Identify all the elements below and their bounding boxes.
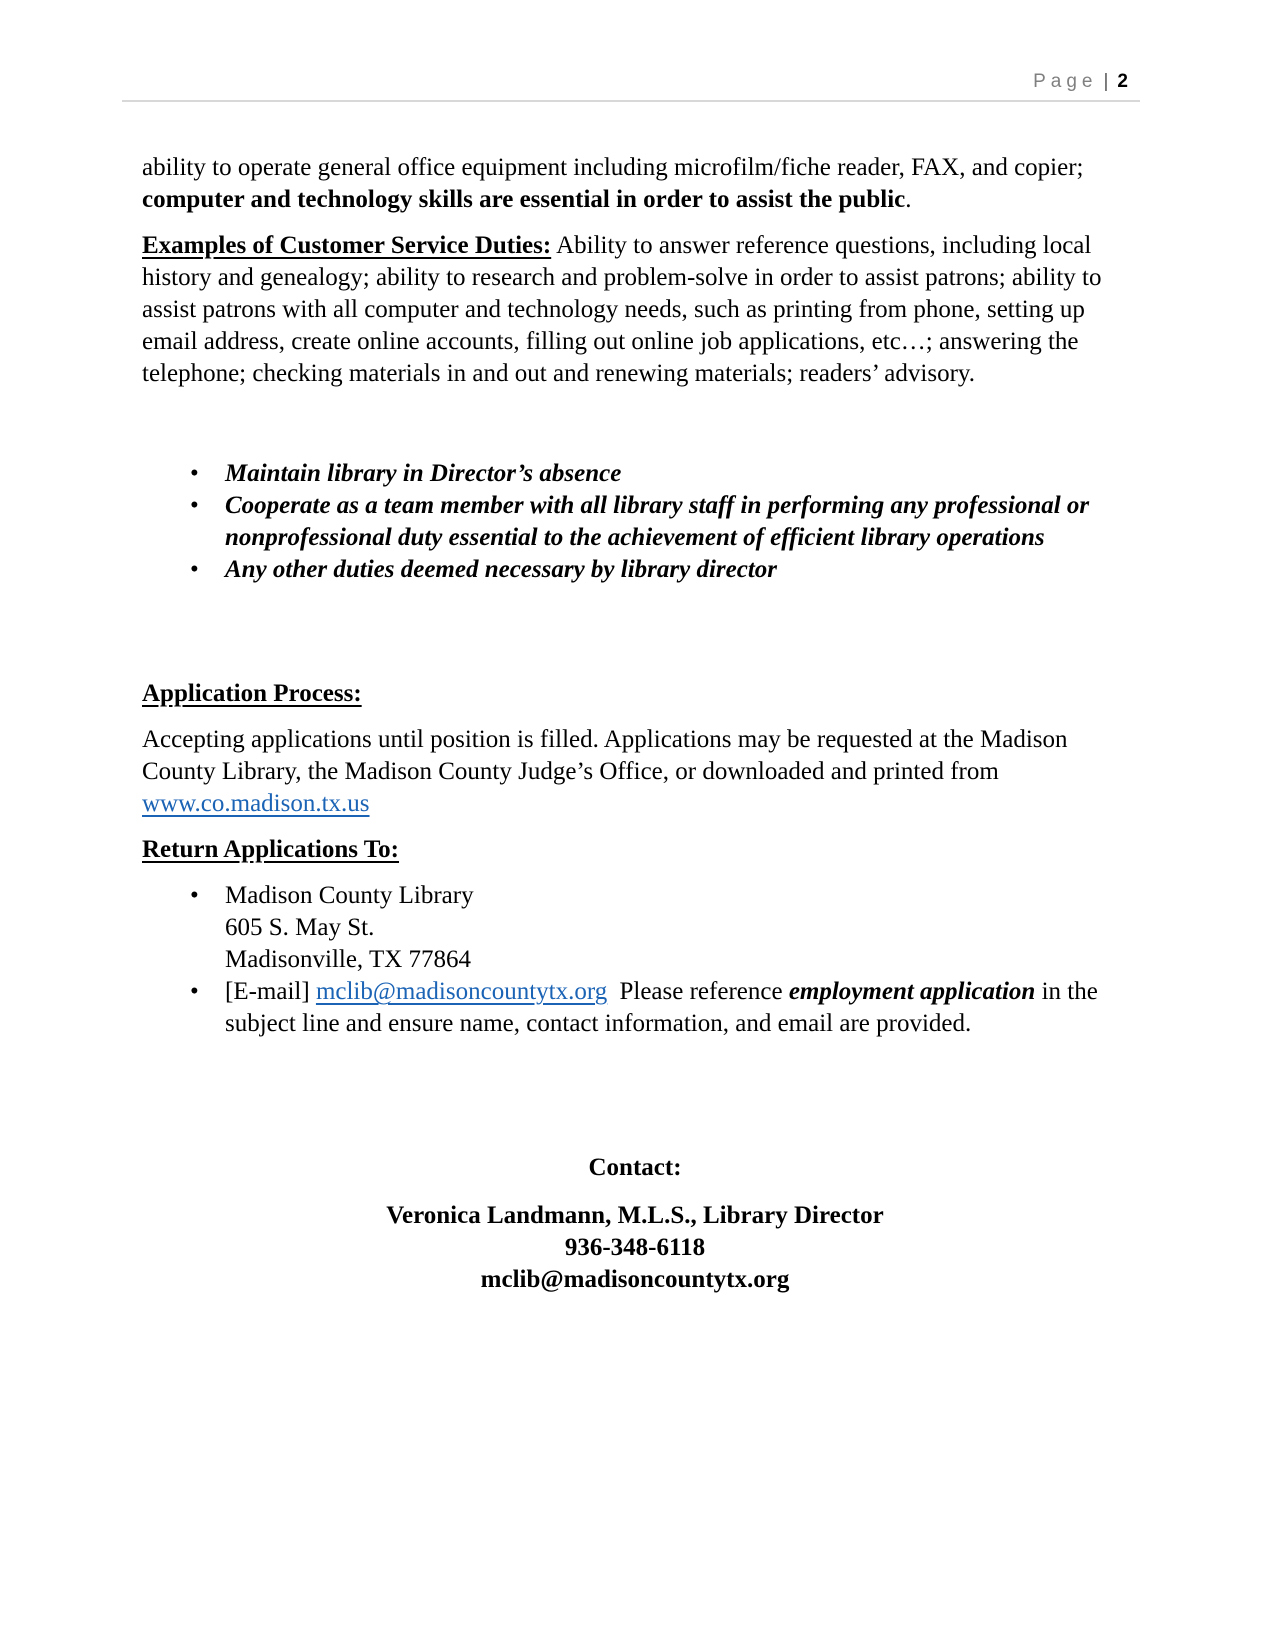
return-applications-heading-row xyxy=(142,834,1128,866)
application-process-heading: Application Process: xyxy=(142,680,362,707)
duties-list xyxy=(142,458,1128,586)
email-instructions-suffix: in the subject line and ensure name, contact information, and email are provided. xyxy=(225,978,1098,1037)
application-process-paragraph xyxy=(142,724,1128,820)
contact-section xyxy=(142,1152,1128,1296)
bullet-icon: • xyxy=(190,460,199,487)
page-label: Page xyxy=(1033,71,1098,92)
email-instructions xyxy=(225,976,1128,1040)
address-line-3: Madisonville, TX 77864 xyxy=(225,946,472,973)
contact-email: mclib@madisoncountytx.org xyxy=(480,1266,790,1293)
list-item xyxy=(190,490,1128,554)
equipment-period: . xyxy=(905,186,912,213)
list-item xyxy=(190,880,1128,976)
county-website-link[interactable]: www.co.madison.tx.us xyxy=(142,790,370,817)
application-process-heading-row xyxy=(142,678,1128,710)
return-applications-heading: Return Applications To: xyxy=(142,836,400,863)
contact-name-title: Veronica Landmann, M.L.S., Library Director xyxy=(386,1202,884,1229)
list-item xyxy=(190,458,1128,490)
bullet-icon: • xyxy=(190,492,199,519)
mailing-address xyxy=(225,880,1128,976)
address-line-1: Madison County Library xyxy=(225,882,474,909)
employment-application-emphasis: employment application xyxy=(788,978,1036,1005)
bullet-icon: • xyxy=(190,882,199,909)
contact-heading: Contact: xyxy=(588,1154,682,1181)
spacer xyxy=(142,102,1128,152)
spacer xyxy=(142,586,1128,678)
page-header xyxy=(142,70,1128,94)
equipment-paragraph xyxy=(142,152,1128,216)
bullet-icon: • xyxy=(190,556,199,583)
bullet-icon: • xyxy=(190,978,199,1005)
equipment-text: ability to operate general office equipment including microfilm/fiche reader, FAX, and copier; xyxy=(142,154,1084,181)
duty-item-text: Cooperate as a team member with all library staff in performing any professional or nonprofessional duty essential to the achievement of efficient library operations xyxy=(225,492,1090,551)
page-number: 2 xyxy=(1117,71,1128,92)
address-line-2: 605 S. May St. xyxy=(225,914,375,941)
duty-item-text: Maintain library in Director’s absence xyxy=(225,460,622,487)
equipment-bold-text: computer and technology skills are essential in order to assist the public xyxy=(142,186,906,213)
customer-service-paragraph xyxy=(142,230,1128,390)
customer-service-heading: Examples of Customer Service Duties: xyxy=(142,232,552,259)
duty-item-text: Any other duties deemed necessary by library director xyxy=(225,556,778,583)
spacer xyxy=(142,1040,1128,1152)
application-process-text: Accepting applications until position is filled. Applications may be requested at the Madison County Library, the Madison County Judge’s Office, or downloaded and printed from xyxy=(142,726,1068,785)
return-applications-list xyxy=(142,880,1128,1040)
library-email-link[interactable]: mclib@madisoncountytx.org xyxy=(315,978,608,1005)
email-instructions-text: Please reference xyxy=(613,978,789,1005)
list-item xyxy=(190,976,1128,1040)
email-prefix: [E-mail] xyxy=(225,978,316,1005)
customer-service-text: Ability to answer reference questions, including local history and genealogy; ability to research and problem-solve in order to assist patrons; ability to assist patrons with all computer and technology needs, such as printing from phone, setting up email address, create online accounts, filling out online job applications, etc…; answering the telephone; checking materials in and out and renewing materials; readers’ advisory. xyxy=(142,232,1102,387)
contact-phone: 936-348-6118 xyxy=(564,1234,706,1261)
list-item xyxy=(190,554,1128,586)
page-separator: | xyxy=(1103,71,1109,92)
spacer xyxy=(142,404,1128,458)
